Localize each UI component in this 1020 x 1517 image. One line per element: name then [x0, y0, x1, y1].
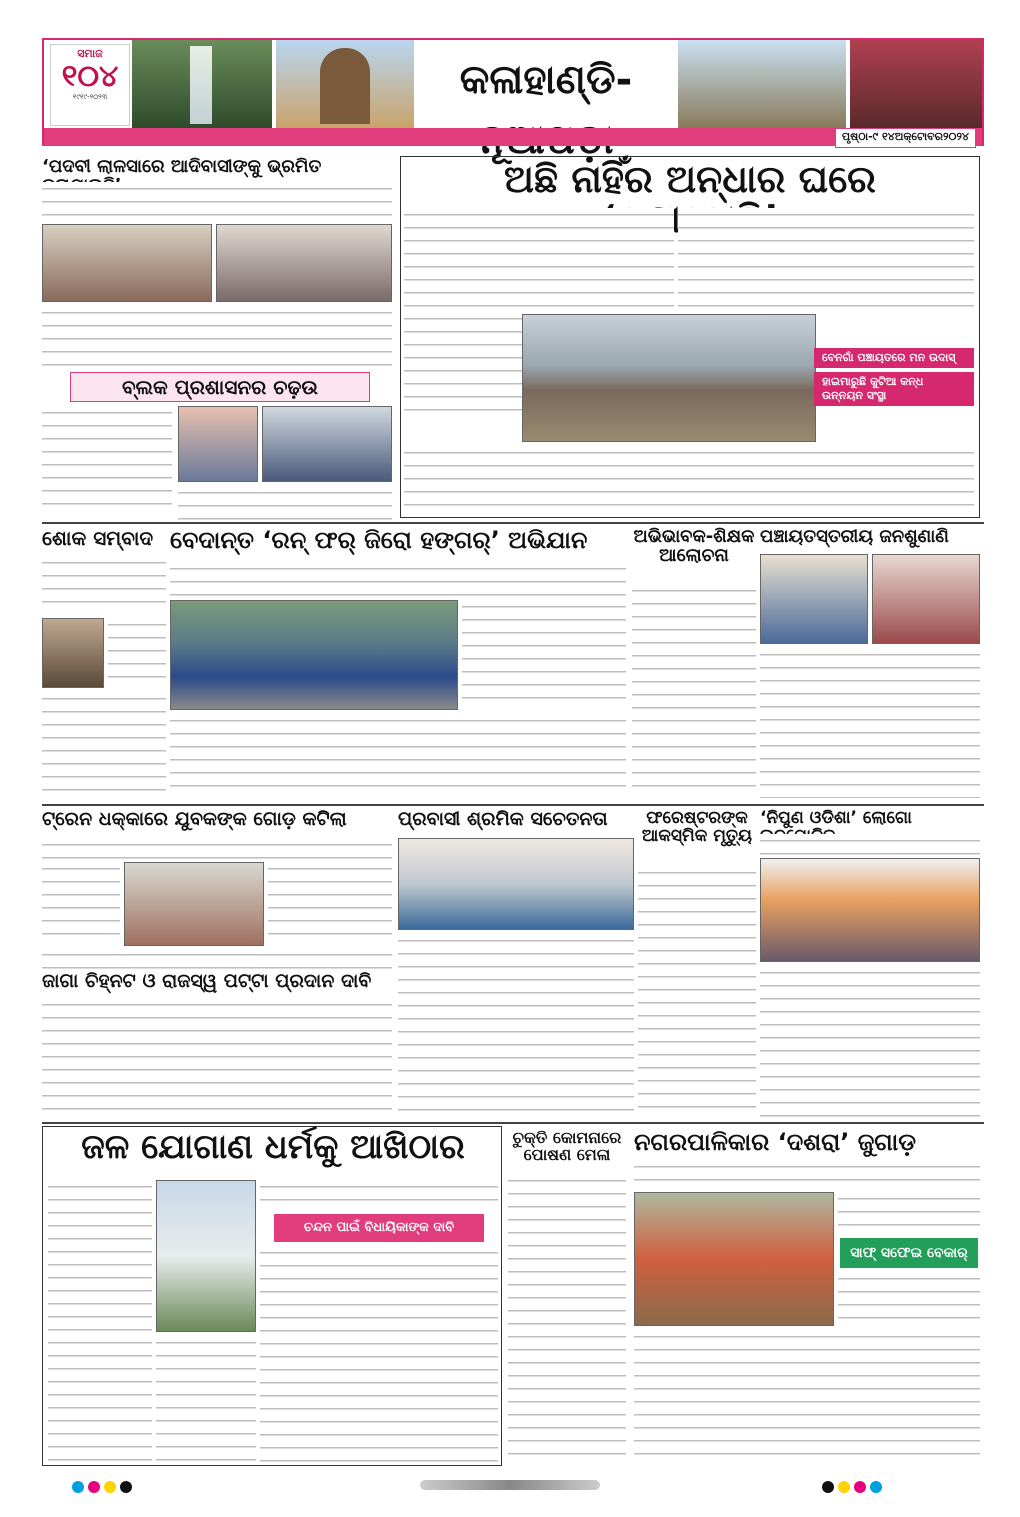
water-tank-photo: [156, 1180, 256, 1332]
story-tag: ହାଇମାରୁଛି କୁଟିଆ କନ୍ଧ ଉନ୍ନୟନ ସଂସ୍ଥା: [814, 372, 974, 406]
divider: [42, 804, 984, 806]
story-body: [398, 934, 634, 1118]
story-headline: ଜଳ ଯୋଗାଣ ଧର୍ମକୁ ଆଖିଠାର: [81, 1127, 465, 1167]
tag-stack: [814, 348, 974, 406]
story-body: [838, 1192, 980, 1232]
story-body: [678, 208, 974, 316]
story-headline: ଅଭିଭାବକ-ଶିକ୍ଷକ ଆଲୋଚନା: [633, 526, 755, 566]
story-tag: ସାଫ୍ ସଫେଇ ବେକାର୍: [840, 1238, 978, 1268]
garbage-photo: [634, 1192, 834, 1326]
registration-bar: [420, 1480, 600, 1490]
story-headline: ‘ପଦବୀ ଲାଳସାରେ ଆଦିବାସୀଙ୍କୁ ଭ୍ରମିତ: [42, 156, 322, 177]
logo-number: ୧୦୪: [61, 59, 119, 94]
divider: [42, 522, 984, 524]
logo-bottom-text: ୧୯୧୯-୨୦୨୩: [72, 93, 108, 101]
story-body: [42, 998, 392, 1118]
story-body: [260, 1180, 498, 1210]
story-body: [638, 866, 756, 1118]
story-body: [48, 1180, 152, 1462]
story-body: [42, 306, 392, 370]
page-info: ପୃଷ୍ଠା-୯ ୧୪ଅକ୍ଟୋବର୨୦୨୪: [835, 128, 976, 148]
story-headline: ବେଦାନ୍ତ ‘ରନ୍ ଫର୍ ଜିରୋ ହଙ୍ଗର୍’ ଅଭିଯାନ: [170, 526, 588, 554]
story-body: [268, 862, 392, 946]
story-body: [462, 600, 626, 710]
story-body: [632, 584, 756, 798]
meeting-photo: [42, 224, 212, 302]
newspaper-logo: [50, 44, 130, 126]
masthead-title: କଳାହାଣ୍ଡି-: [459, 57, 633, 103]
story-body: [838, 1272, 980, 1326]
story-body: [260, 1246, 498, 1462]
village-photo: [522, 314, 816, 442]
story-headline: ‘ନିପୁଣ ଓଡିଶା’ ଲୋଗୋ: [760, 808, 912, 828]
story-body: [404, 446, 974, 514]
registration-dots: [820, 1478, 884, 1497]
masthead: [42, 38, 984, 146]
story-body: [178, 486, 392, 520]
logo-launch-photo: [760, 858, 980, 962]
story-body: [42, 948, 392, 970]
story-body: [42, 406, 172, 506]
story-headline: ପଞ୍ଚାୟତସ୍ତରୀୟ ଜନଶୁଣାଣି: [760, 526, 949, 547]
logo-top-text: ସମାଜ: [77, 47, 103, 60]
story-body: [760, 648, 980, 798]
story-headline: ଜାଗା ଚିହ୍ନଟ ଓ ରାଜସ୍ୱ ପଟ୍ଟା ପ୍ରଦାନ ଦାବି: [42, 970, 372, 992]
awareness-photo: [398, 838, 634, 930]
lead-headline: ଅଛି ନାହିଁର ଅନ୍ଧାର ଘରେ: [504, 157, 876, 201]
hospital-photo: [124, 862, 264, 946]
meeting-photo: [216, 224, 392, 302]
divider: [42, 1122, 984, 1124]
inspection-photo: [178, 406, 258, 482]
story-body: [42, 692, 166, 800]
story-body: [760, 834, 980, 856]
marathon-photo: [170, 600, 458, 710]
story-tag: ବେନଗାଁ ପଞ୍ଚାୟତରେ ମନ ଉଦାସ୍: [814, 348, 974, 368]
story-headline: ନଗରପାଳିକାର ‘ଦଶରା’ ଜୁଗାଡ଼: [634, 1128, 916, 1156]
inspection-photo: [262, 406, 392, 482]
hills-photo: [678, 40, 846, 128]
registration-dots: [70, 1478, 134, 1497]
story-headline: ପ୍ରବାସୀ ଶ୍ରମିକ ସଚେତନତା: [398, 808, 608, 830]
story-body: [634, 1160, 980, 1190]
story-body: [42, 556, 166, 614]
hearing-photo: [872, 554, 980, 644]
story-body: [634, 1330, 980, 1466]
story-body: [156, 1336, 256, 1462]
temple-photo: [276, 40, 414, 128]
story-headline: ବ୍ଲକ ପ୍ରଶାସନର ଚଢ଼ଉ: [70, 372, 370, 402]
story-body: [508, 1174, 626, 1466]
story-body: [42, 862, 120, 946]
story-body: [42, 182, 392, 222]
story-headline: ଚୁକ୍ତି କୋମନାରେ ପୋଷଣ ମେଳା: [512, 1128, 622, 1164]
story-headline: ଟ୍ରେନ ଧକ୍କାରେ ଯୁବକଙ୍କ ଗୋଡ଼ କଟିଲା: [42, 808, 347, 830]
waterfall-photo: [132, 40, 272, 128]
story-headline: ଫରେଷ୍ଟରଙ୍କ ଆକସ୍ମିକ ମୃତ୍ୟୁ: [641, 808, 753, 846]
tribal-children-photo: [850, 40, 982, 128]
story-body: [42, 838, 392, 860]
portrait-photo: [42, 618, 104, 688]
story-tag: ଚନ୍ଦନ ପାଇଁ ବିଧାୟିକାଙ୍କ ଦାବି: [274, 1214, 484, 1242]
story-headline: ଶୋକ ସମ୍ବାଦ: [42, 526, 154, 550]
story-body: [760, 966, 980, 1118]
story-body: [170, 562, 626, 598]
hearing-photo: [760, 554, 868, 644]
story-body: [108, 618, 166, 688]
story-body: [170, 714, 626, 798]
